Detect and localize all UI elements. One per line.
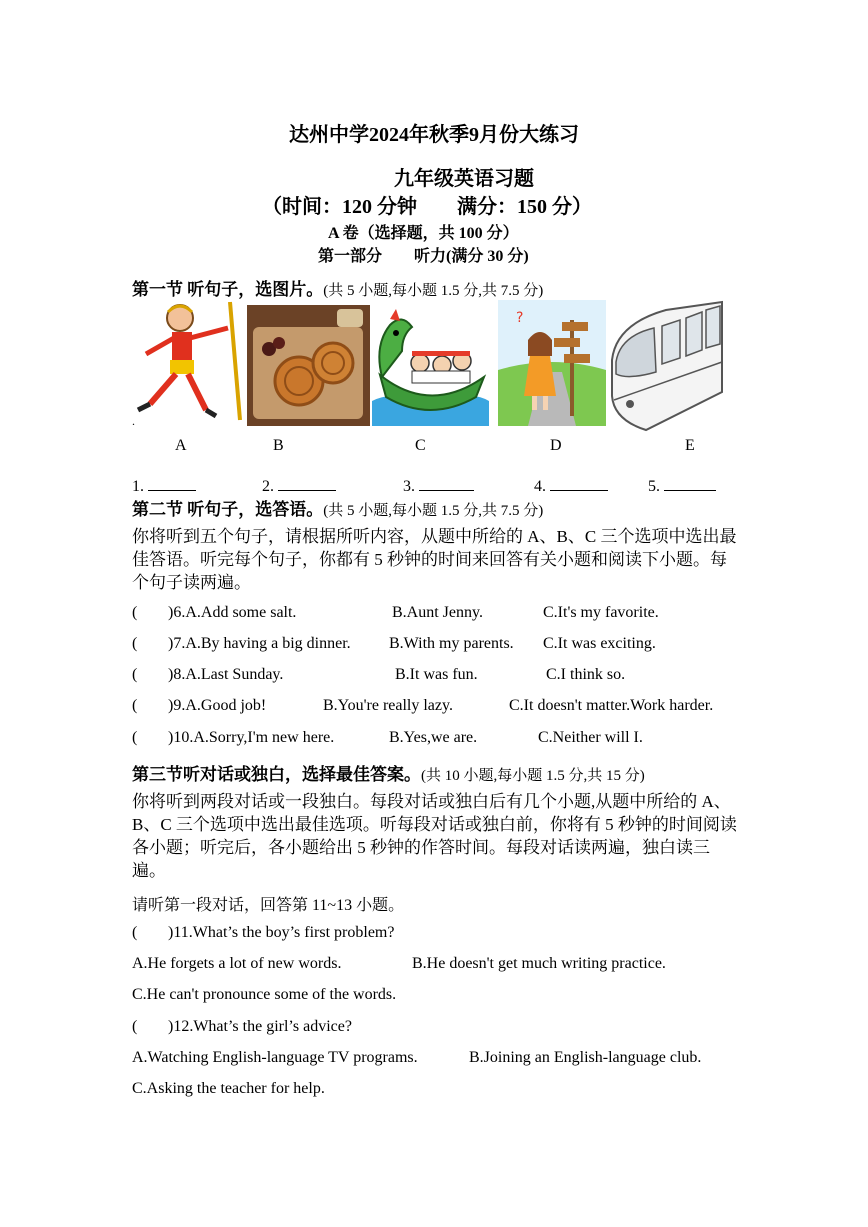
mooncakes-icon (247, 305, 370, 426)
question-6-option-b: B.Aunt Jenny. (392, 604, 483, 621)
answer-blank-4[interactable]: 4. (534, 476, 608, 496)
question-6-option-c: C.It's my favorite. (543, 604, 659, 621)
question-8: ( )8.A.Last Sunday. (132, 666, 284, 683)
question-10: ( )10.A.Sorry,I'm new here. (132, 729, 335, 746)
section2-heading: 第二节 听句子，选答语。 (132, 500, 324, 519)
part-one-line: 第一部分 听力(满分 30 分) (318, 248, 529, 265)
train-icon (606, 300, 724, 433)
section1-heading: 第一节 听句子，选图片。 (132, 280, 324, 299)
question-11-option-b: B.He doesn't get much writing practice. (412, 955, 666, 972)
image-label-a: A (175, 437, 187, 454)
section3-header (132, 760, 645, 785)
image-label-e: E (685, 437, 695, 454)
question-8-option-c: C.I think so. (546, 666, 626, 683)
answer-blank-1[interactable]: 1. (132, 476, 196, 496)
question-9: ( )9.A.Good job! (132, 697, 267, 714)
section3-instructions: 你将听到两段对话或一段独白。每段对话或独白后有几个小题,从题中所给的 A、B、C 三个选项中选出最佳选项。听每段对话或独白前，你将有 5 秒钟的时间阅读各小题；听完后，各小题给出 5 秒钟的作答时间。每段对话读两遍，独白读三遍。 (132, 792, 737, 880)
section3-note: (共 10 小题,每小题 1.5 分,共 15 分) (421, 768, 645, 784)
question-11-option-c: C.He can't pronounce some of the words. (132, 986, 397, 1003)
question-7-option-b: B.With my parents. (389, 635, 514, 652)
section2-instructions: 你将听到五个句子，请根据所听内容，从题中所给的 A、B、C 三个选项中选出最佳答语。听完每个句子，你都有 5 秒钟的时间来回答有关小题和阅读下小题。每个句子读两遍。 (132, 527, 737, 592)
section3-heading: 第三节听对话或独白，选择最佳答案。 (132, 765, 421, 784)
question-8-option-b: B.It was fun. (395, 666, 478, 683)
question-6: ( )6.A.Add some salt. (132, 604, 297, 621)
question-10-option-c: C.Neither will I. (538, 729, 643, 746)
image-label-c: C (415, 437, 426, 454)
section1-header (132, 275, 543, 300)
question-12-option-b: B.Joining an English-language club. (469, 1049, 702, 1066)
question-11-option-a: A.He forgets a lot of new words. (132, 955, 342, 972)
exam-title: 达州中学2024年秋季9月份大练习 (289, 124, 579, 146)
question-12-option-c: C.Asking the teacher for help. (132, 1080, 325, 1097)
image-label-d: D (550, 437, 562, 454)
exam-subtitle: 九年级英语习题 (394, 168, 534, 190)
question-12: ( )12.What’s the girl’s advice? (132, 1018, 352, 1035)
dialogue1-intro: 请听第一段对话，回答第 11~13 小题。 (132, 897, 405, 914)
time-score-line: （时间：120 分钟 满分：150 分） (262, 196, 592, 218)
question-9-option-b: B.You're really lazy. (323, 697, 453, 714)
question-7: ( )7.A.By having a big dinner. (132, 635, 351, 652)
section2-header (132, 495, 543, 520)
paper-a-line: A 卷（选择题，共 100 分） (328, 225, 519, 242)
question-11: ( )11.What’s the boy’s first problem? (132, 924, 395, 941)
section1-note: (共 5 小题,每小题 1.5 分,共 7.5 分) (323, 283, 544, 299)
section2-note: (共 5 小题,每小题 1.5 分,共 7.5 分) (323, 503, 544, 519)
image-label-b: B (273, 437, 284, 454)
dragon-boat-icon (372, 305, 489, 426)
answer-blank-2[interactable]: 2. (262, 476, 336, 496)
answer-blank-3[interactable]: 3. (403, 476, 474, 496)
question-12-option-a: A.Watching English-language TV programs. (132, 1049, 418, 1066)
question-9-option-c: C.It doesn't matter.Work harder. (509, 697, 714, 714)
girl-signpost-icon (498, 300, 606, 426)
answer-blank-5[interactable]: 5. (648, 476, 716, 496)
monkey-king-icon (132, 298, 244, 426)
question-10-option-b: B.Yes,we are. (389, 729, 478, 746)
question-7-option-c: C.It was exciting. (543, 635, 656, 652)
svg-text:?: ? (516, 310, 524, 326)
